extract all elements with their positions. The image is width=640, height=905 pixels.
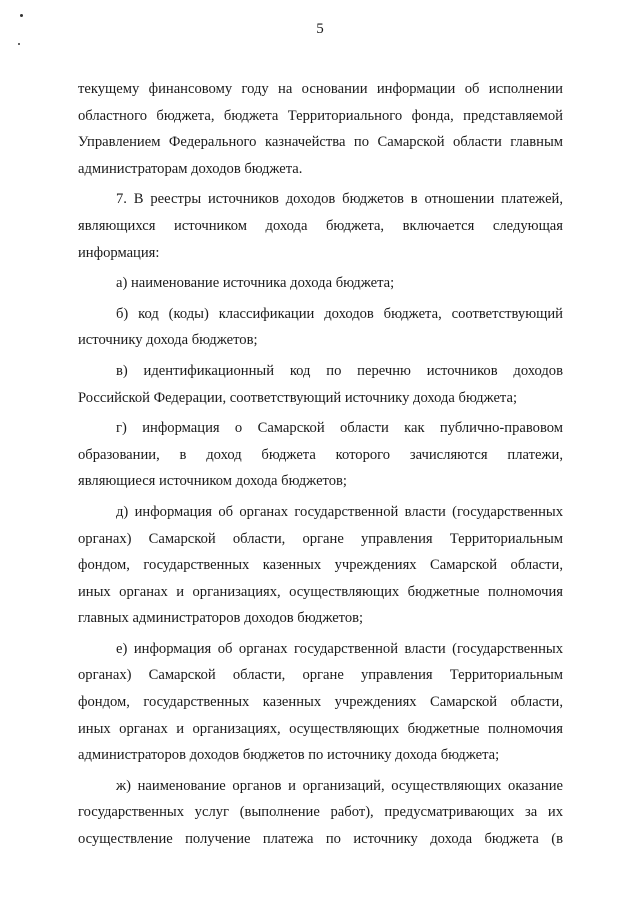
- paragraph-item-a: [78, 270, 563, 297]
- text-line: Управлением Федерального казначейства по Самарской области главным: [78, 134, 563, 151]
- text-line: являющиеся источником дохода бюджетов;: [78, 473, 347, 490]
- paragraph-item-v: [78, 358, 563, 411]
- text-line: а) наименование источника дохода бюджета;: [116, 275, 395, 292]
- paragraph-item-e: [78, 636, 563, 769]
- scan-speck: [20, 14, 23, 17]
- text-line: информация:: [78, 244, 160, 261]
- text-line: фондом, государственных казенных учреждениях Самарской области,: [78, 694, 563, 711]
- text-line: иных органах и организациях, осуществляющих бюджетные полномочия: [78, 583, 563, 600]
- scan-speck: [18, 43, 20, 45]
- paragraph-item-d: [78, 499, 563, 632]
- paragraph-item-zh: [78, 773, 563, 853]
- text-line: главных администраторов доходов бюджетов;: [78, 610, 364, 627]
- text-line: в) идентификационный код по перечню источников доходов: [116, 362, 563, 379]
- text-line: б) код (коды) классификации доходов бюджета, соответствующий: [116, 305, 563, 322]
- text-line: являющихся источником дохода бюджета, включается следующая: [78, 217, 563, 234]
- paragraph-item-b: [78, 301, 563, 354]
- document-body: [78, 76, 563, 853]
- text-line: фондом, государственных казенных учреждениях Самарской области,: [78, 557, 563, 574]
- text-line: д) информация об органах государственной власти (государственных: [116, 503, 563, 520]
- text-line: органах) Самарской области, органе управления Территориальным: [78, 667, 563, 684]
- text-line: органах) Самарской области, органе управления Территориальным: [78, 530, 563, 547]
- text-line: е) информация об органах государственной власти (государственных: [116, 640, 563, 657]
- text-line: г) информация о Самарской области как публично-правовом: [116, 420, 563, 437]
- paragraph-intro: [78, 76, 563, 182]
- paragraph-item-7: [78, 186, 563, 266]
- text-line: администраторов доходов бюджетов по источнику дохода бюджета;: [78, 747, 500, 764]
- text-line: осуществление получение платежа по источнику дохода бюджета (в: [78, 831, 563, 848]
- text-line: Российской Федерации, соответствующий источнику дохода бюджета;: [78, 389, 518, 406]
- text-line: 7. В реестры источников доходов бюджетов в отношении платежей,: [116, 191, 563, 208]
- text-line: образовании, в доход бюджета которого зачисляются платежи,: [78, 446, 563, 463]
- text-line: текущему финансовому году на основании информации об исполнении: [78, 81, 563, 97]
- text-line: иных органах и организациях, осуществляющих бюджетные полномочия: [78, 720, 563, 737]
- paragraph-item-g: [78, 415, 563, 495]
- text-line: администраторам доходов бюджета.: [78, 160, 303, 177]
- text-line: ж) наименование органов и организаций, осуществляющих оказание: [116, 777, 563, 794]
- text-line: областного бюджета, бюджета Территориального фонда, представляемой: [78, 107, 563, 124]
- text-line: государственных услуг (выполнение работ), предусматривающих за их: [78, 804, 563, 821]
- text-line: источнику дохода бюджетов;: [78, 332, 258, 349]
- page-number: 5: [316, 21, 324, 37]
